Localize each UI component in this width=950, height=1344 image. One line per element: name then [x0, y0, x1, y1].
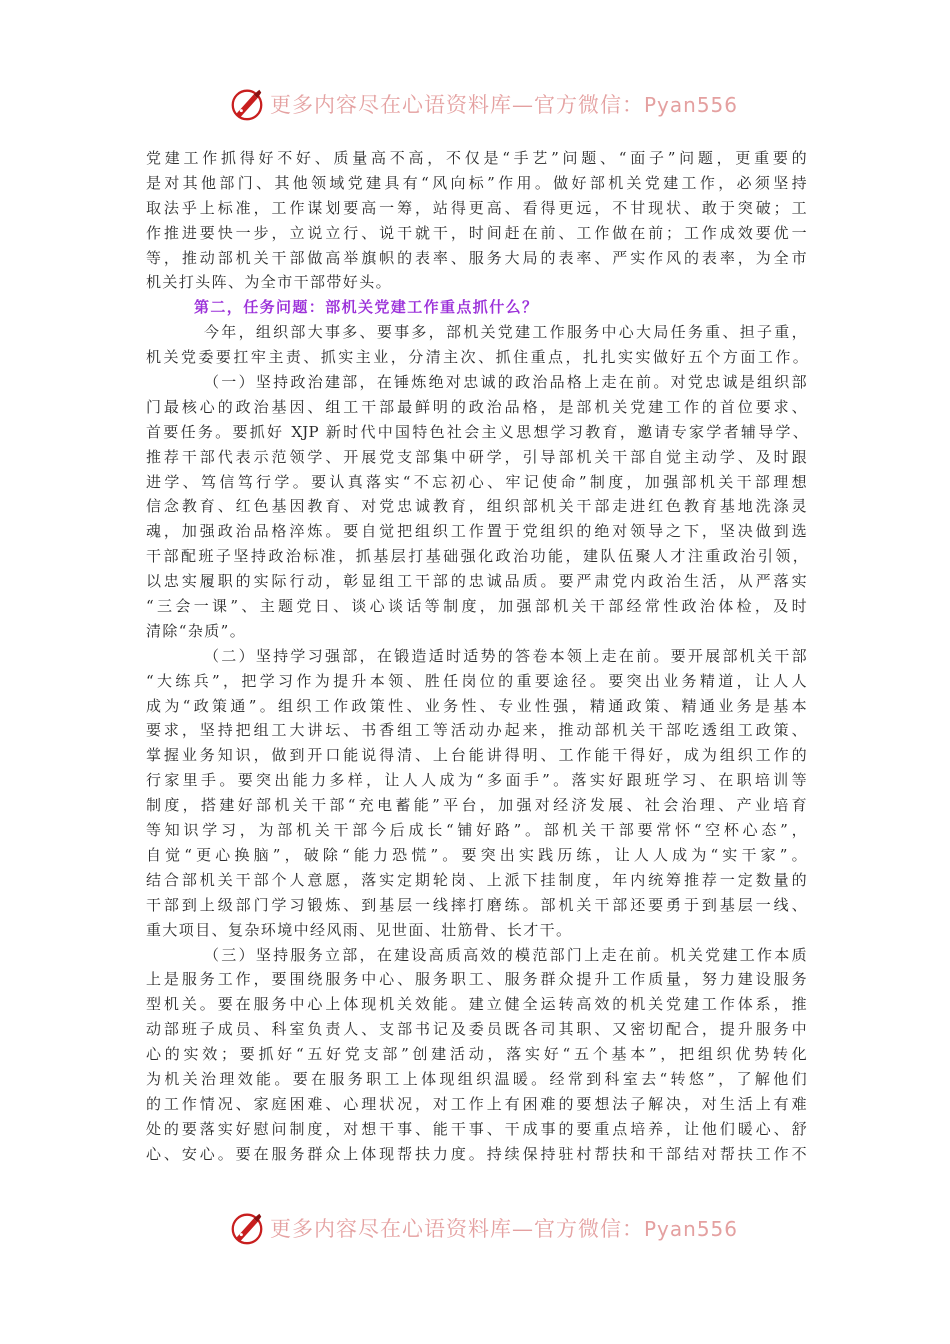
text-line: 清除“杂质”。: [146, 621, 247, 640]
text-line: 要求，坚持把组工大讲坛、书香组工等活动办起来，推动部机关干部吃透组工政策、: [146, 721, 808, 740]
text-line: “大练兵”，把学习作为提升本领、胜任岗位的重要途径。要突出业务精道，让人人: [146, 671, 808, 690]
text-line: 取法乎上标准，工作谋划要高一筹，站得更高、看得更远，不甘现状、敢于突破；工: [146, 198, 808, 217]
section-heading: 第二，任务问题：部机关党建工作重点抓什么？: [194, 298, 539, 317]
text-line: 首要任务。要抓好 XJP 新时代中国特色社会主义思想学习教育，邀请专家学者辅导学、: [146, 422, 808, 441]
text-line: 进学、笃信笃行学。要认真落实“不忘初心、牢记使命”制度，加强部机关干部理想: [146, 472, 808, 491]
text-line: 等知识学习，为部机关干部今后成长“铺好路”。部机关干部要常怀“空杯心态”，: [146, 821, 808, 840]
banner-text: 更多内容尽在心语资料库—官方微信：Pyan556: [270, 93, 739, 117]
text-line: 是对其他部门、其他领域党建具有“风向标”作用。做好部机关党建工作，必须坚持: [146, 173, 808, 192]
text-line: 型机关。要在服务中心上体现机关效能。建立健全运转高效的机关党建工作体系，推: [146, 995, 808, 1014]
text-line: 掌握业务知识，做到开口能说得清、上台能讲得明、工作能干得好，成为组织工作的: [146, 746, 808, 765]
text-line: 上是服务工作，要围绕服务中心、服务职工、服务群众提升工作质量，努力建设服务: [146, 970, 808, 989]
wechat-id: Pyan556: [644, 93, 739, 117]
text-line: （一）坚持政治建部，在锤炼绝对忠诚的政治品格上走在前。对党忠诚是组织部: [204, 373, 808, 392]
text-line: 推荐干部代表示范领学、开展党支部集中研学，引导部机关干部自觉主动学、及时跟: [146, 447, 808, 466]
wechat-id: Pyan556: [644, 1217, 739, 1241]
text-line: 信念教育、红色基因教育、对党忠诚教育，组织部机关干部走进红色教育基地洗涤灵: [146, 497, 808, 516]
text-line: 行家里手。要突出能力多样，让人人成为“多面手”。落实好跟班学习、在职培训等: [146, 771, 808, 790]
text-line: 机关打头阵、为全市干部带好头。: [146, 273, 393, 292]
text-line: 以忠实履职的实际行动，彰显组工干部的忠诚品质。要严肃党内政治生活，从严落实: [146, 572, 808, 591]
text-line: 的工作情况、家庭困难、心理状况，对工作上有困难的要想法子解决，对生活上有难: [146, 1094, 808, 1113]
text-line: 门最核心的政治基因、组工干部最鲜明的政治品格，是部机关党建工作的首位要求、: [146, 397, 808, 416]
text-line: 成为“政策通”。组织工作政策性、业务性、专业性强，精通政策、精通业务是基本: [146, 696, 808, 715]
header-banner: [228, 84, 748, 124]
document-body: [146, 146, 808, 1167]
pen-nib-circle-icon: [228, 1209, 266, 1247]
text-line: 自觉“更心换脑”，破除“能力恐慌”。要突出实践历练，让人人成为“实干家”。: [146, 845, 808, 864]
text-line: “三会一课”、主题党日、谈心谈话等制度，加强部机关干部经常性政治体检，及时: [146, 597, 808, 616]
text-line: 作推进要快一步，立说立行、说干就干，时间赶在前、工作做在前；工作成效要优一: [146, 223, 808, 242]
text-line: 今年，组织部大事多、要事多，部机关党建工作服务中心大局任务重、担子重，: [204, 323, 808, 342]
text-line: 处的要落实好慰问制度，对想干事、能干事、干成事的要重点培养，让他们暖心、舒: [146, 1119, 808, 1138]
text-line: （二）坚持学习强部，在锻造适时适势的答卷本领上走在前。要开展部机关干部: [204, 646, 808, 665]
text-line: 党建工作抓得好不好、质量高不高，不仅是“手艺”问题、“面子”问题，更重要的: [146, 149, 808, 167]
text-line: 心、安心。要在服务群众上体现帮扶力度。持续保持驻村帮扶和干部结对帮扶工作不: [146, 1144, 808, 1163]
text-line: （三）坚持服务立部，在建设高质高效的模范部门上走在前。机关党建工作本质: [204, 945, 808, 964]
text-line: 结合部机关干部个人意愿，落实定期轮岗、上派下挂制度，年内统筹推荐一定数量的: [146, 870, 808, 889]
banner-text: 更多内容尽在心语资料库—官方微信：Pyan556: [270, 1217, 739, 1241]
text-line: 动部班子成员、科室负责人、支部书记及委员既各司其职、又密切配合，提升服务中: [146, 1020, 808, 1039]
footer-banner: [228, 1208, 748, 1248]
text-line: 等，推动部机关干部做高举旗帜的表率、服务大局的表率、严实作风的表率，为全市: [146, 248, 808, 267]
text-line: 魂，加强政治品格淬炼。要自觉把组织工作置于党组织的绝对领导之下，坚决做到选: [146, 522, 808, 541]
text-line: 心的实效；要抓好“五好党支部”创建活动，落实好“五个基本”，把组织优势转化: [146, 1045, 808, 1064]
pen-nib-circle-icon: [228, 85, 266, 123]
text-line: 干部到上级部门学习锻炼、到基层一线摔打磨练。部机关干部还要勇于到基层一线、: [146, 895, 808, 914]
text-line: 制度，搭建好部机关干部“充电蓄能”平台，加强对经济发展、社会治理、产业培育: [146, 796, 808, 815]
text-line: 干部配班子坚持政治标准，抓基层打基础强化政治功能，建队伍聚人才注重政治引领，: [146, 547, 808, 566]
text-line: 为机关治理效能。要在服务职工上体现组织温暖。经常到科室去“转悠”，了解他们: [146, 1069, 808, 1088]
text-line: 重大项目、复杂环境中经风雨、见世面、壮筋骨、长才干。: [146, 920, 573, 939]
text-line: 机关党委要扛牢主责、抓实主业，分清主次、抓住重点，扎扎实实做好五个方面工作。: [146, 348, 808, 367]
